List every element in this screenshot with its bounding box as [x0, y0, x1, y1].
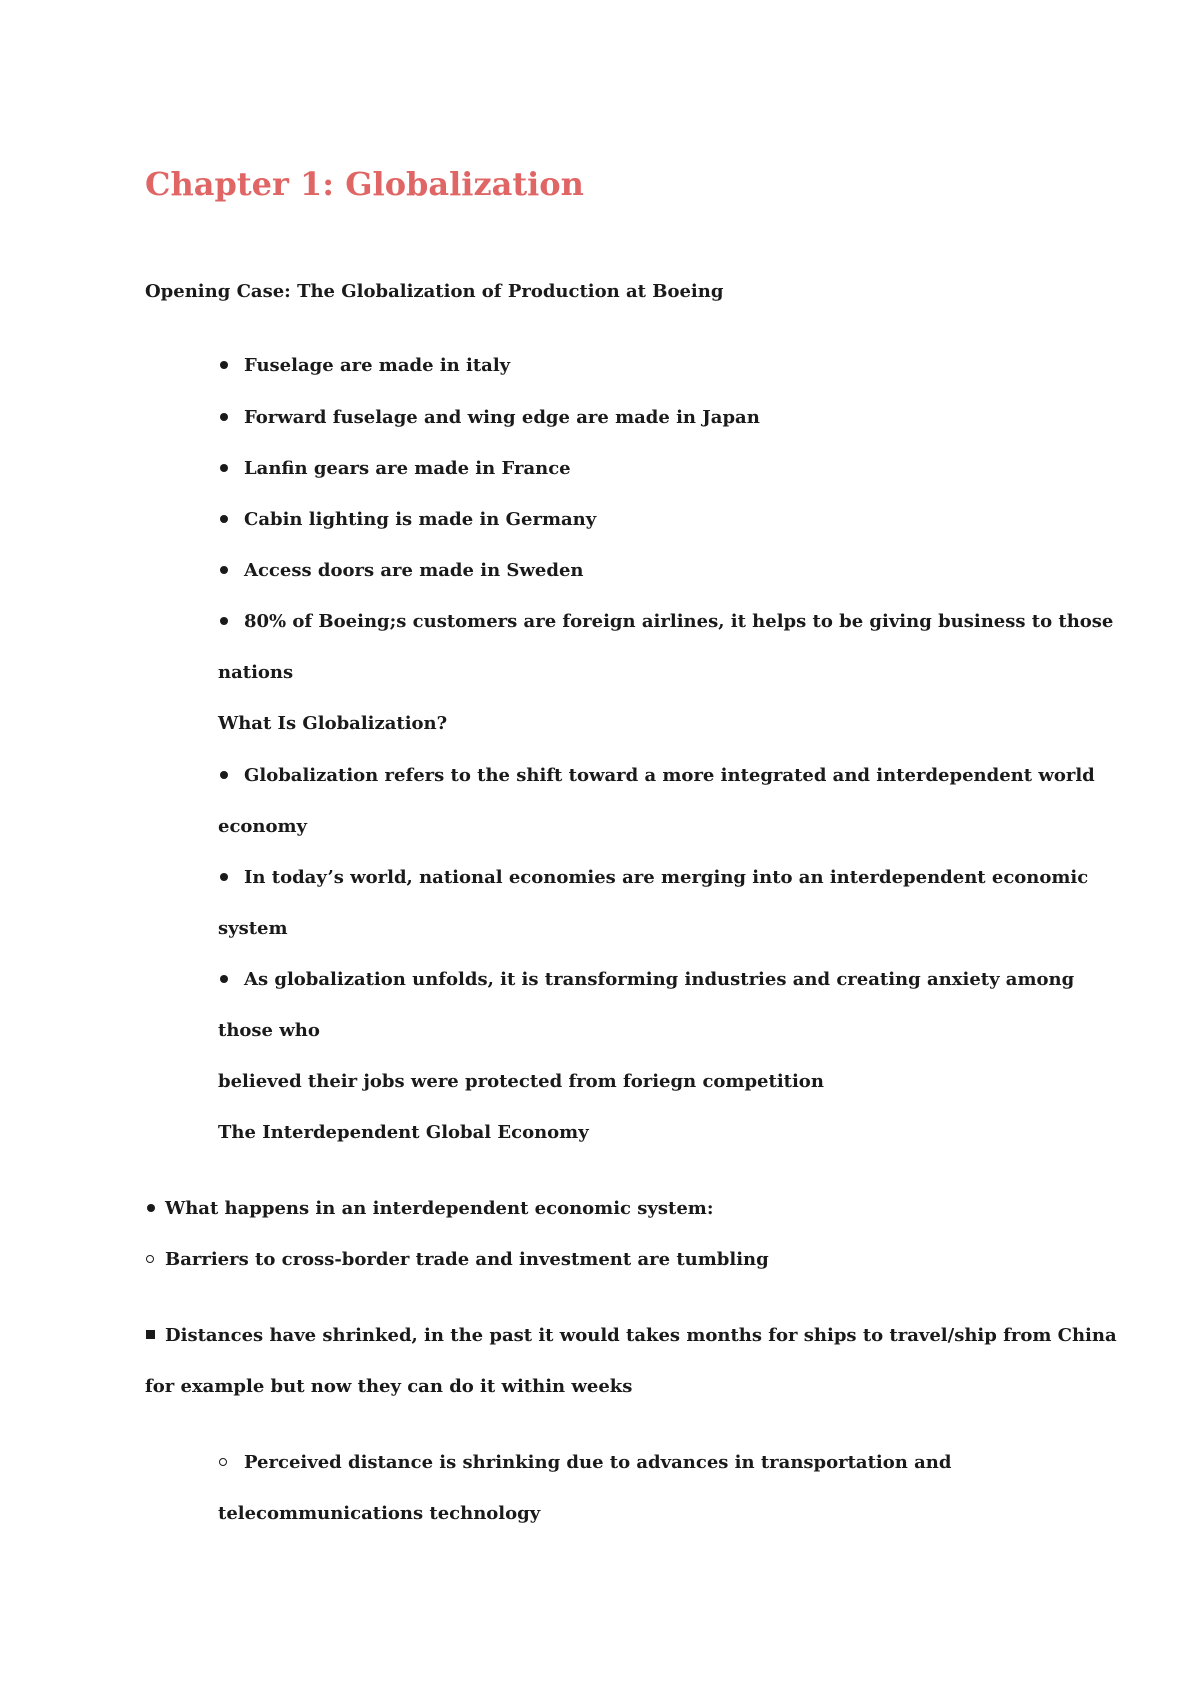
list-item: In today’s world, national economies are merging into an interdependent economic — [218, 869, 1088, 887]
list-item: As globalization unfolds, it is transforming industries and creating anxiety among — [218, 971, 1074, 989]
list-item: Perceived distance is shrinking due to advances in transportation and — [218, 1454, 951, 1472]
list-item: Fuselage are made in italy — [218, 357, 510, 375]
bullet-ring-icon — [218, 1454, 244, 1472]
bullet-dot-icon — [218, 869, 244, 887]
list-item: What happens in an interdependent economic system: — [145, 1200, 713, 1218]
list-item-continuation: those who — [218, 1020, 320, 1041]
bullet-dot-icon — [218, 511, 244, 529]
bullet-dot-icon — [218, 357, 244, 375]
bullet-dot-icon — [218, 767, 244, 785]
list-item: Access doors are made in Sweden — [218, 562, 584, 580]
bullet-square-icon — [145, 1327, 165, 1345]
list-item: Distances have shrinked, in the past it would takes months for ships to travel/ship from China — [145, 1327, 1117, 1345]
list-item-continuation: believed their jobs were protected from foriegn competition — [218, 1071, 824, 1092]
bullet-dot-icon — [218, 460, 244, 478]
bullet-dot-icon — [218, 613, 244, 631]
list-item: Barriers to cross-border trade and investment are tumbling — [145, 1251, 769, 1269]
list-item: Forward fuselage and wing edge are made in Japan — [218, 409, 760, 427]
interdependent-economy-heading: The Interdependent Global Economy — [218, 1122, 589, 1143]
bullet-dot-icon — [218, 409, 244, 427]
bullet-dot-icon — [218, 562, 244, 580]
list-item-continuation: economy — [218, 816, 308, 837]
bullet-dot-icon — [145, 1200, 165, 1218]
list-item: 80% of Boeing;s customers are foreign airlines, it helps to be giving business to those — [218, 613, 1113, 631]
opening-case-heading: Opening Case: The Globalization of Production at Boeing — [145, 281, 724, 302]
chapter-title: Chapter 1: Globalization — [145, 165, 584, 203]
list-item-continuation: system — [218, 918, 288, 939]
what-is-globalization-heading: What Is Globalization? — [218, 713, 448, 734]
bullet-ring-icon — [145, 1251, 165, 1269]
list-item: Globalization refers to the shift toward a more integrated and interdependent world — [218, 767, 1095, 785]
list-item: Cabin lighting is made in Germany — [218, 511, 596, 529]
list-item-continuation: telecommunications technology — [218, 1503, 541, 1524]
list-item: Lanfin gears are made in France — [218, 460, 571, 478]
list-item-continuation: nations — [218, 662, 294, 683]
list-item-continuation: for example but now they can do it within weeks — [145, 1376, 633, 1397]
bullet-dot-icon — [218, 971, 244, 989]
